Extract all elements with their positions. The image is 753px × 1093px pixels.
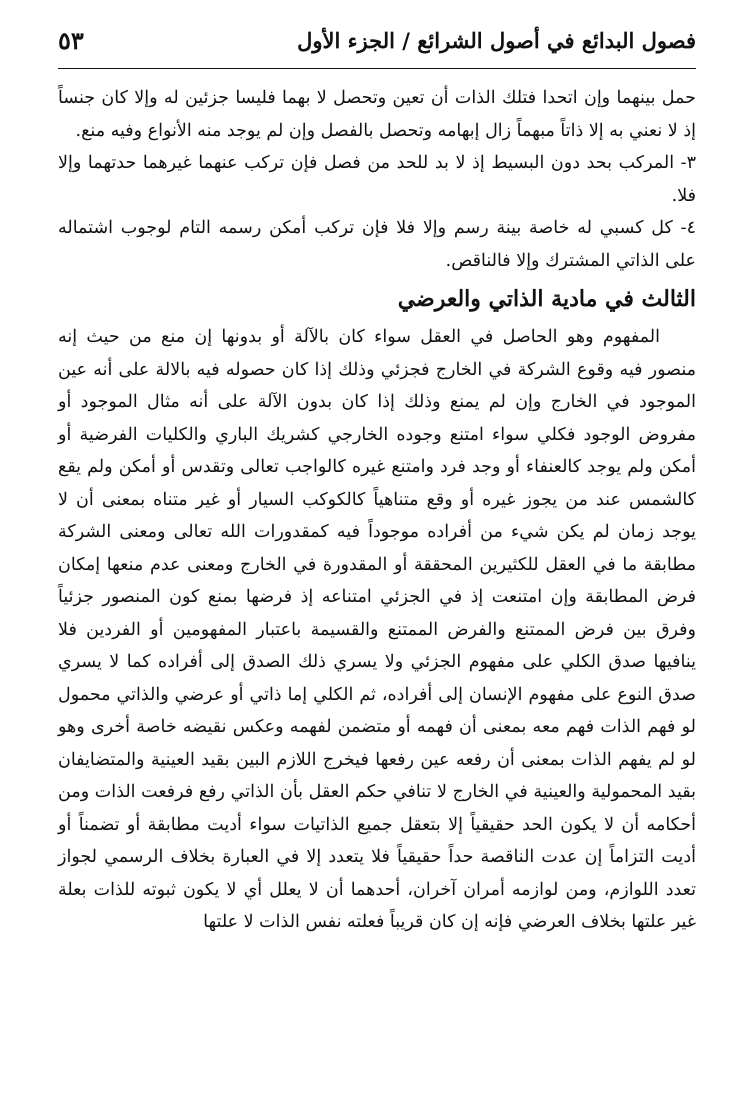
header-rule xyxy=(58,68,696,69)
body-text xyxy=(58,82,696,939)
book-page xyxy=(58,22,696,1082)
list-item-4: ٤- كل كسبي له خاصة بينة رسم وإلا فلا فإن تركب أمكن رسمه التام لوجوب اشتماله على الذاتي المشترك وإلا فالناقص. xyxy=(58,218,696,271)
intro-paragraph: حمل بينهما وإن اتحدا فتلك الذات أن تعين وتحصل لا بهما فليسا جزئين له وإلا كان جنساً إذ لا نعني به إلا ذاتاً مبهماً زال إبهامه وتحصل بالفصل وإن لم يوجد منه الأنواع وفيه منع. xyxy=(58,88,696,141)
list-item-3: ٣- المركب بحد دون البسيط إذ لا بد للحد من فصل فإن تركب عنهما غيرهما حدتهما وإلا فلا. xyxy=(58,153,696,206)
page-header xyxy=(58,22,696,72)
running-title: فصول البدائع في أصول الشرائع / الجزء الأول xyxy=(297,28,696,53)
page-number: ٥٣ xyxy=(58,26,84,55)
section-title: الثالث في مادية الذاتي والعرضي xyxy=(397,286,696,312)
main-paragraph: المفهوم وهو الحاصل في العقل سواء كان بالآلة أو بدونها إن منع من حيث إنه منصور فيه وقوع الشركة في الخارج فجزئي وذلك إذا كان حصوله فيه بالالة على أنه عين الموجود في الخارج وإن لم يمنع وذلك إذا كان بدون الآلة على أنه مثال الموجود أو مفروض الوجود فكلي سواء امتنع وجوده الخارجي كشريك الباري والكليات الفرضية أو أمكن ولم يوجد كالعنفاء أو وجد فرد وامتنع غيره كالواجب تعالى وتقدس أو أمكن ولم يقع كالشمس عند من يجوز غيره أو وقع متناهياً كالكوكب السيار أو غير متناه بمعنى أن لا يوجد زمان لم يكن شيء من أفراده موجوداً فيه كمقدورات الله تعالى ومعنى الشركة مطابقة ما في العقل للكثيرين المحققة أو المقدورة في الخارج ومعنى عدم منعها إمكان فرض المطابقة وإن امتنعت إذ في الجزئي امتناعه إذ فرضها بمنع كون المنصور جزئياً وفرق بين فرض الممتنع والفرض الممتنع والقسيمة باعتبار المفهومين أو الفردين فلا ينافيها صدق الكلي على مفهوم الجزئي ولا يسري ذلك الصدق إلى أفراده كما لا يسري صدق النوع على مفهوم الإنسان إلى أفراده، ثم الكلي إما ذاتي أو عرضي والذاتي محمول لو فهم الذات فهم معه بمعنى أن فهمه أو متضمن لفهمه وعكس نقيضه خاصة أخرى وهو لو لم يفهم الذات بمعنى أن رفعه عين رفعها فيخرج اللازم البين بقيد العينية والمتضايفان بقيد المحمولية والعينية في الخارج لا تنافي حكم العقل بأن الذاتي رفع فرفعت الذات ومن أحكامه أن لا يكون الحد حقيقياً إلا بتعقل جميع الذاتيات سواء أديت مطابقة أو تضمناً أو أديت التزاماً إن عدت الناقصة حداً حقيقياً فلا يتعدد إلا في العبارة بخلاف الرسمي لجواز تعدد اللوازم، ومن لوازمه أمران آخران، أحدهما أن لا يعلل أي لا يكون ثبوته للذات بعلة غير علتها بخلاف العرضي فإنه إن كان قريباً فعلته نفس الذات لا علتها xyxy=(58,327,696,932)
